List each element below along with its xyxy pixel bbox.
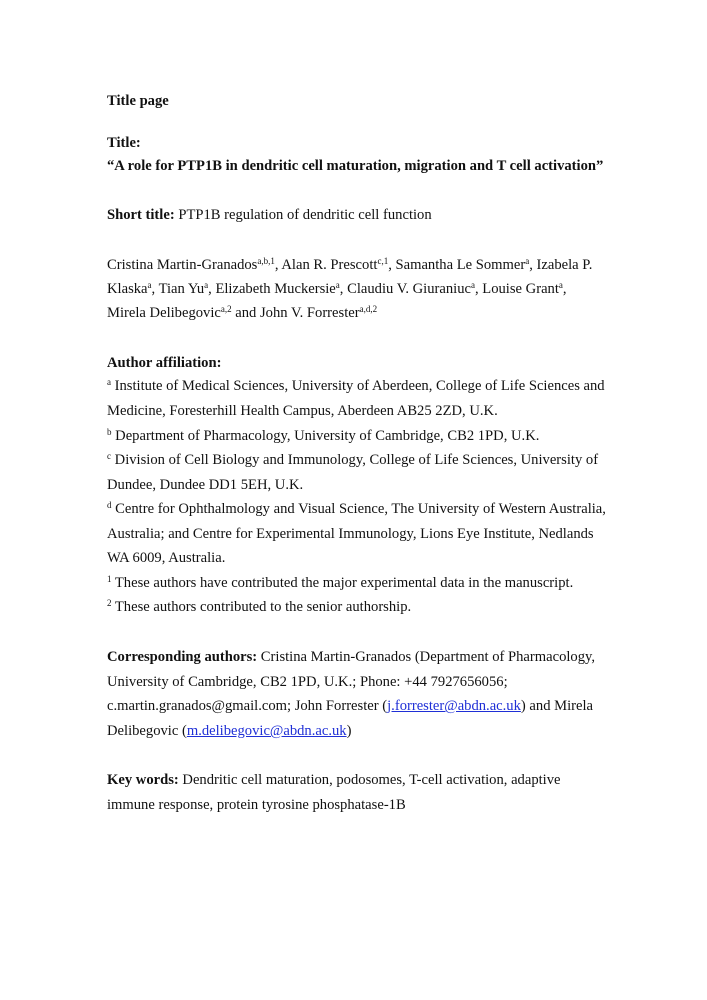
affiliation-mark: a [107,377,111,387]
corresponding-label: Corresponding authors: [107,649,258,665]
affiliation-mark: 2 [107,598,112,608]
affiliation-item-a-cont: Medicine, Foresterhill Health Campus, Aberdeen AB25 2ZD, U.K. [107,403,498,419]
affiliation-item-2: $^2$ These authors contributed to the senior authorship. [107,598,412,615]
affiliation-mark: c [107,451,111,461]
author-affiliation-mark: a [525,256,530,266]
keywords-label: Key words: [107,772,179,788]
author-affiliation-mark: a [204,280,209,290]
author-name: Tian Yu [158,281,205,297]
email-link-forrester[interactable]: j.forrester@abdn.ac.uk [387,698,521,714]
affiliation-item-a: $^a$ Institute of Medical Sciences, University of Aberdeen, College of Life Sciences and [107,377,605,394]
affiliation-item-d-cont: WA 6009, Australia. [107,550,226,566]
author-name: Louise Grant [482,281,559,297]
author-name-part: Izabela P. [536,257,593,273]
short-title-text: PTP1B regulation of dendritic cell function [174,207,432,223]
affiliation-item-c: $^c$ Division of Cell Biology and Immunology, College of Life Sciences, University of [107,451,599,468]
affiliation-mark: 1 [107,574,112,584]
author-affiliation-mark: a,2 [220,304,232,314]
corresponding-line: Corresponding authors: Cristina Martin-Granados (Department of Pharmacology, [107,649,596,665]
affiliation-item-d: $^d$ Centre for Ophthalmology and Visual Science, The University of Western Australia, [107,500,606,517]
title-page-label: Title page [107,93,169,109]
author-line: Cristina Martin-Granados$^{a,b,1}$, Alan R. Prescott$^{c,1}$, Samantha Le Sommer$^a$, Izabela P. [107,256,593,273]
author-name: Alan R. Prescott [281,257,378,273]
author-name: Cristina Martin-Granados [107,257,258,273]
affiliation-item-c-cont: Dundee, Dundee DD1 5EH, U.K. [107,477,304,493]
author-affiliation-mark: a,b,1 [257,256,275,266]
author-name-part: Klaska [107,281,148,297]
author-line: Klaska$^a$, Tian Yu$^a$, Elizabeth Muckersie$^a$, Claudiu V. Giuraniuc$^a$, Louise Grant$^a$, [107,280,567,297]
paper-title: “A role for PTP1B in dendritic cell maturation, migration and T cell activation” [107,158,604,174]
corresponding-line: University of Cambridge, CB2 1PD, U.K.; Phone: +44 7927656056; [107,674,508,690]
author-name: Samantha Le Sommer [395,257,526,273]
email-link-delibegovic[interactable]: m.delibegovic@abdn.ac.uk [186,723,347,739]
author-line: Mirela Delibegovic$^{a,2}$ and John V. Forrester$^{a,d,2}$ [107,304,378,321]
affiliation-mark: d [107,500,112,510]
affiliation-mark: b [107,427,112,437]
author-affiliation-mark: a,d,2 [359,304,378,314]
author-name: John V. Forrester [260,305,360,321]
title-heading: Title: [107,135,141,151]
author-name: Claudiu V. Giuraniuc [347,281,471,297]
short-title [107,206,432,224]
author-affiliation-mark: a [335,280,340,290]
author-name: Elizabeth Muckersie [215,281,336,297]
corresponding-line: c.martin.granados@gmail.com; John Forrester (j.forrester@abdn.ac.uk) and Mirela [107,698,594,714]
affiliation-item-d-cont: Australia; and Centre for Experimental Immunology, Lions Eye Institute, Nedlands [107,526,594,542]
author-name: Mirela Delibegovic [107,305,221,321]
short-title-label: Short title: [107,207,175,223]
affiliation-item-1: $^1$ These authors have contributed the major experimental data in the manuscript. [107,574,574,591]
keywords-line: immune response, protein tyrosine phosphatase-1B [107,797,406,813]
author-affiliation-mark: a [558,280,563,290]
keywords-line: Key words: Dendritic cell maturation, podosomes, T-cell activation, adaptive [107,772,561,788]
author-affiliation-mark: a [147,280,152,290]
corresponding-line: Delibegovic (m.delibegovic@abdn.ac.uk) [107,723,352,739]
affiliation-item-b: $^b$ Department of Pharmacology, University of Cambridge, CB2 1PD, U.K. [107,427,540,444]
author-affiliation-mark: c,1 [377,256,389,266]
affiliation-heading: Author affiliation: [107,355,222,371]
author-affiliation-mark: a [471,280,475,290]
